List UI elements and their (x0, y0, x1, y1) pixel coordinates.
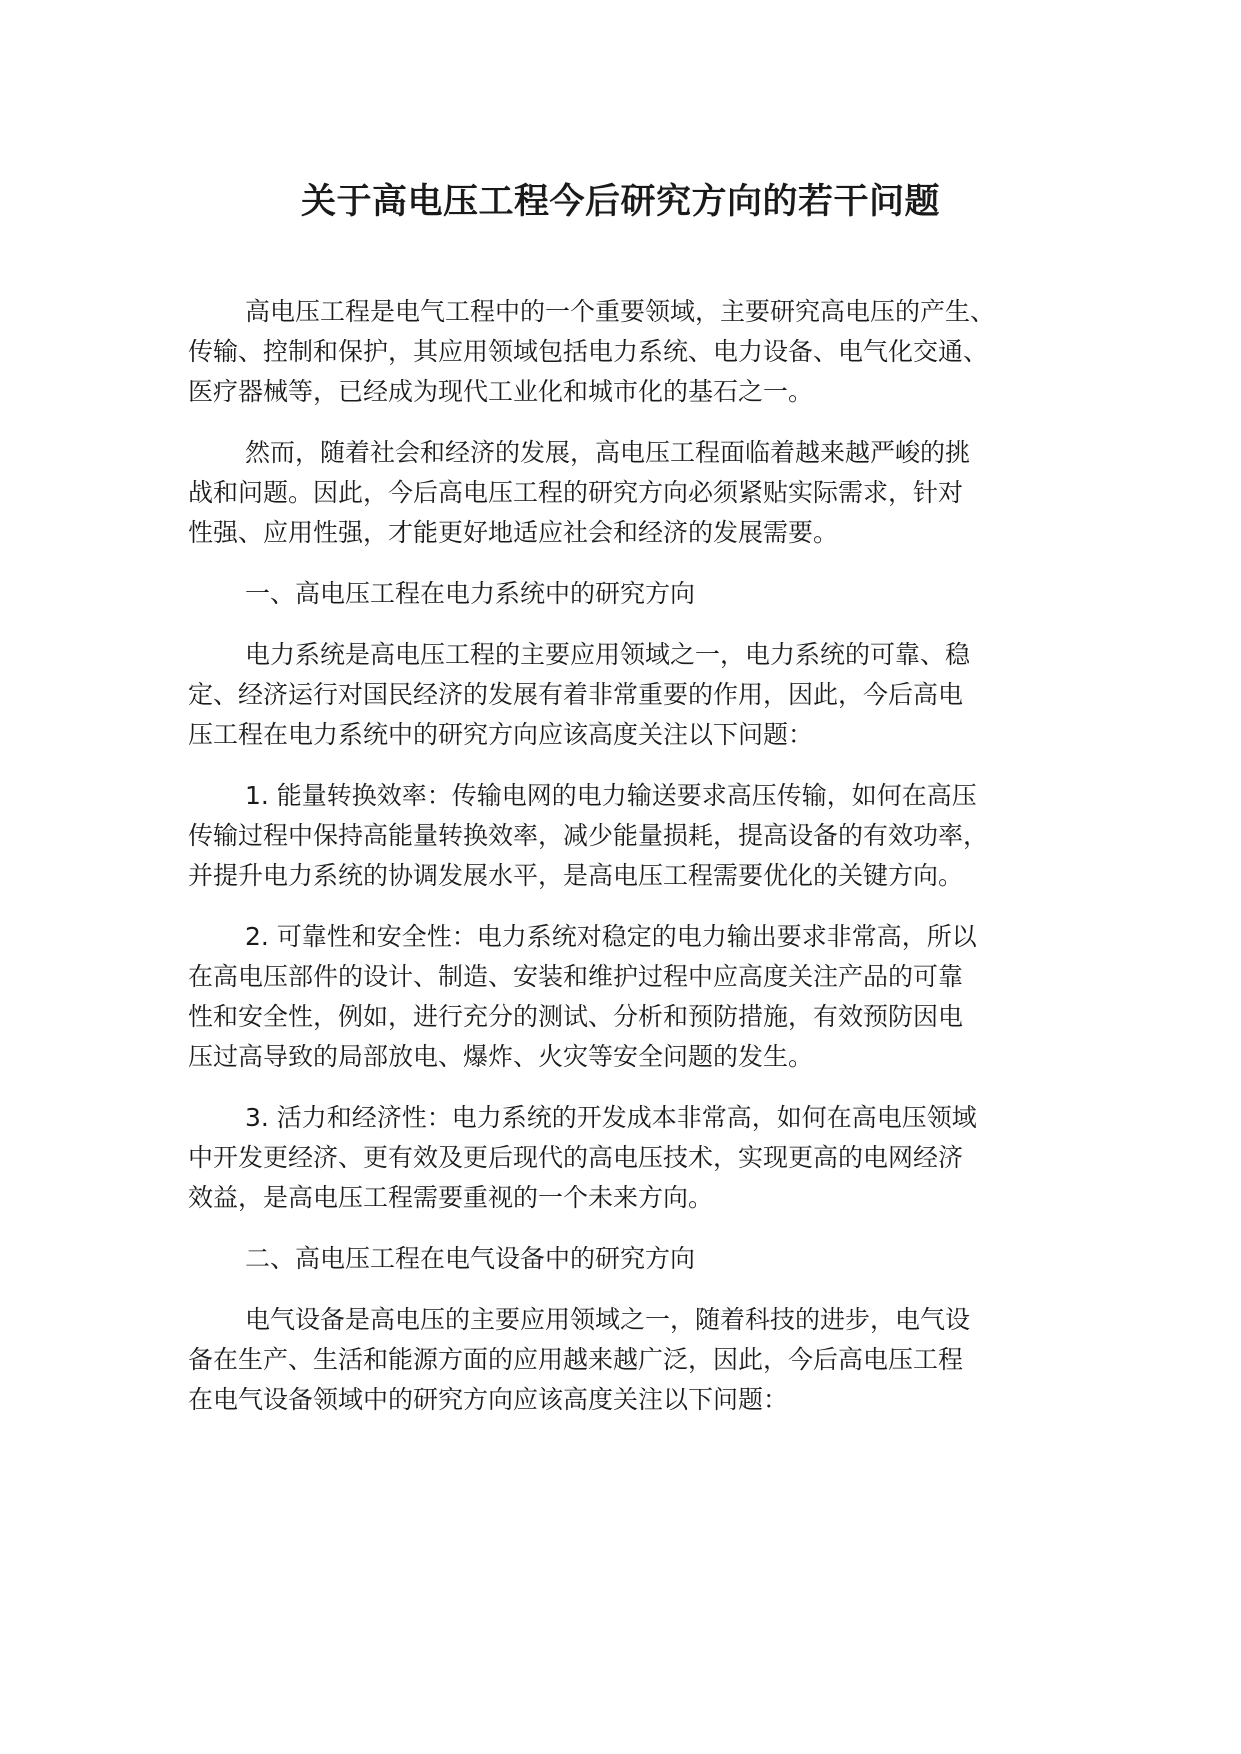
list-item-reliability-safety (188, 917, 1088, 1077)
paragraph-line: 压过高导致的局部放电、爆炸、火灾等安全问题的发生。 (188, 1042, 814, 1071)
section-heading-power-system (188, 574, 1088, 614)
paragraph-line: 性强、应用性强，才能更好地适应社会和经济的发展需要。 (188, 518, 839, 547)
paragraph-line: 传输、控制和保护，其应用领域包括电力系统、电力设备、电气化交通、 (188, 337, 989, 366)
paragraph-line: 3. 活力和经济性：电力系统的开发成本非常高，如何在高电压领域 (245, 1103, 977, 1132)
paragraph-line: 中开发更经济、更有效及更后现代的高电压技术，实现更高的电网经济 (188, 1143, 964, 1172)
paragraph-line: 然而，随着社会和经济的发展，高电压工程面临着越来越严峻的挑 (245, 438, 971, 467)
section-heading-line: 二、高电压工程在电气设备中的研究方向 (245, 1244, 696, 1273)
paragraph-challenges (188, 433, 1088, 553)
paragraph-line: 压工程在电力系统中的研究方向应该高度关注以下问题： (188, 720, 814, 749)
document-title: 关于高电压工程今后研究方向的若干问题 (300, 182, 940, 222)
paragraph-power-system (188, 635, 1088, 755)
paragraph-line: 电气设备是高电压的主要应用领域之一，随着科技的进步，电气设 (245, 1305, 971, 1334)
paragraph-electrical-equipment (188, 1300, 1088, 1420)
paragraph-line: 效益，是高电压工程需要重视的一个未来方向。 (188, 1183, 714, 1212)
paragraph-line: 战和问题。因此，今后高电压工程的研究方向必须紧贴实际需求，针对 (188, 478, 964, 507)
paragraph-line: 备在生产、生活和能源方面的应用越来越广泛，因此，今后高电压工程 (188, 1345, 964, 1374)
section-heading-line: 一、高电压工程在电力系统中的研究方向 (245, 579, 696, 608)
paragraph-line: 并提升电力系统的协调发展水平，是高电压工程需要优化的关键方向。 (188, 861, 964, 890)
paragraph-line: 电力系统是高电压工程的主要应用领域之一，电力系统的可靠、稳 (245, 640, 971, 669)
paragraph-line: 传输过程中保持高能量转换效率，减少能量损耗，提高设备的有效功率， (188, 821, 989, 850)
paragraph-line: 医疗器械等，已经成为现代工业化和城市化的基石之一。 (188, 377, 814, 406)
paragraph-line: 在高电压部件的设计、制造、安装和维护过程中应高度关注产品的可靠 (188, 962, 964, 991)
paragraph-line: 1. 能量转换效率：传输电网的电力输送要求高压传输，如何在高压 (245, 781, 977, 810)
paragraph-line: 定、经济运行对国民经济的发展有着非常重要的作用，因此，今后高电 (188, 680, 964, 709)
paragraph-line: 在电气设备领域中的研究方向应该高度关注以下问题： (188, 1385, 789, 1414)
list-item-vitality-economy (188, 1098, 1088, 1218)
document-body (188, 292, 1088, 1441)
paragraph-line: 2. 可靠性和安全性：电力系统对稳定的电力输出要求非常高，所以 (245, 922, 977, 951)
paragraph-line: 高电压工程是电气工程中的一个重要领域，主要研究高电压的产生、 (245, 297, 996, 326)
paragraph-line: 性和安全性，例如，进行充分的测试、分析和预防措施，有效预防因电 (188, 1002, 964, 1031)
section-heading-electrical-equipment (188, 1239, 1088, 1279)
list-item-energy-efficiency (188, 776, 1088, 896)
paragraph-intro (188, 292, 1088, 412)
